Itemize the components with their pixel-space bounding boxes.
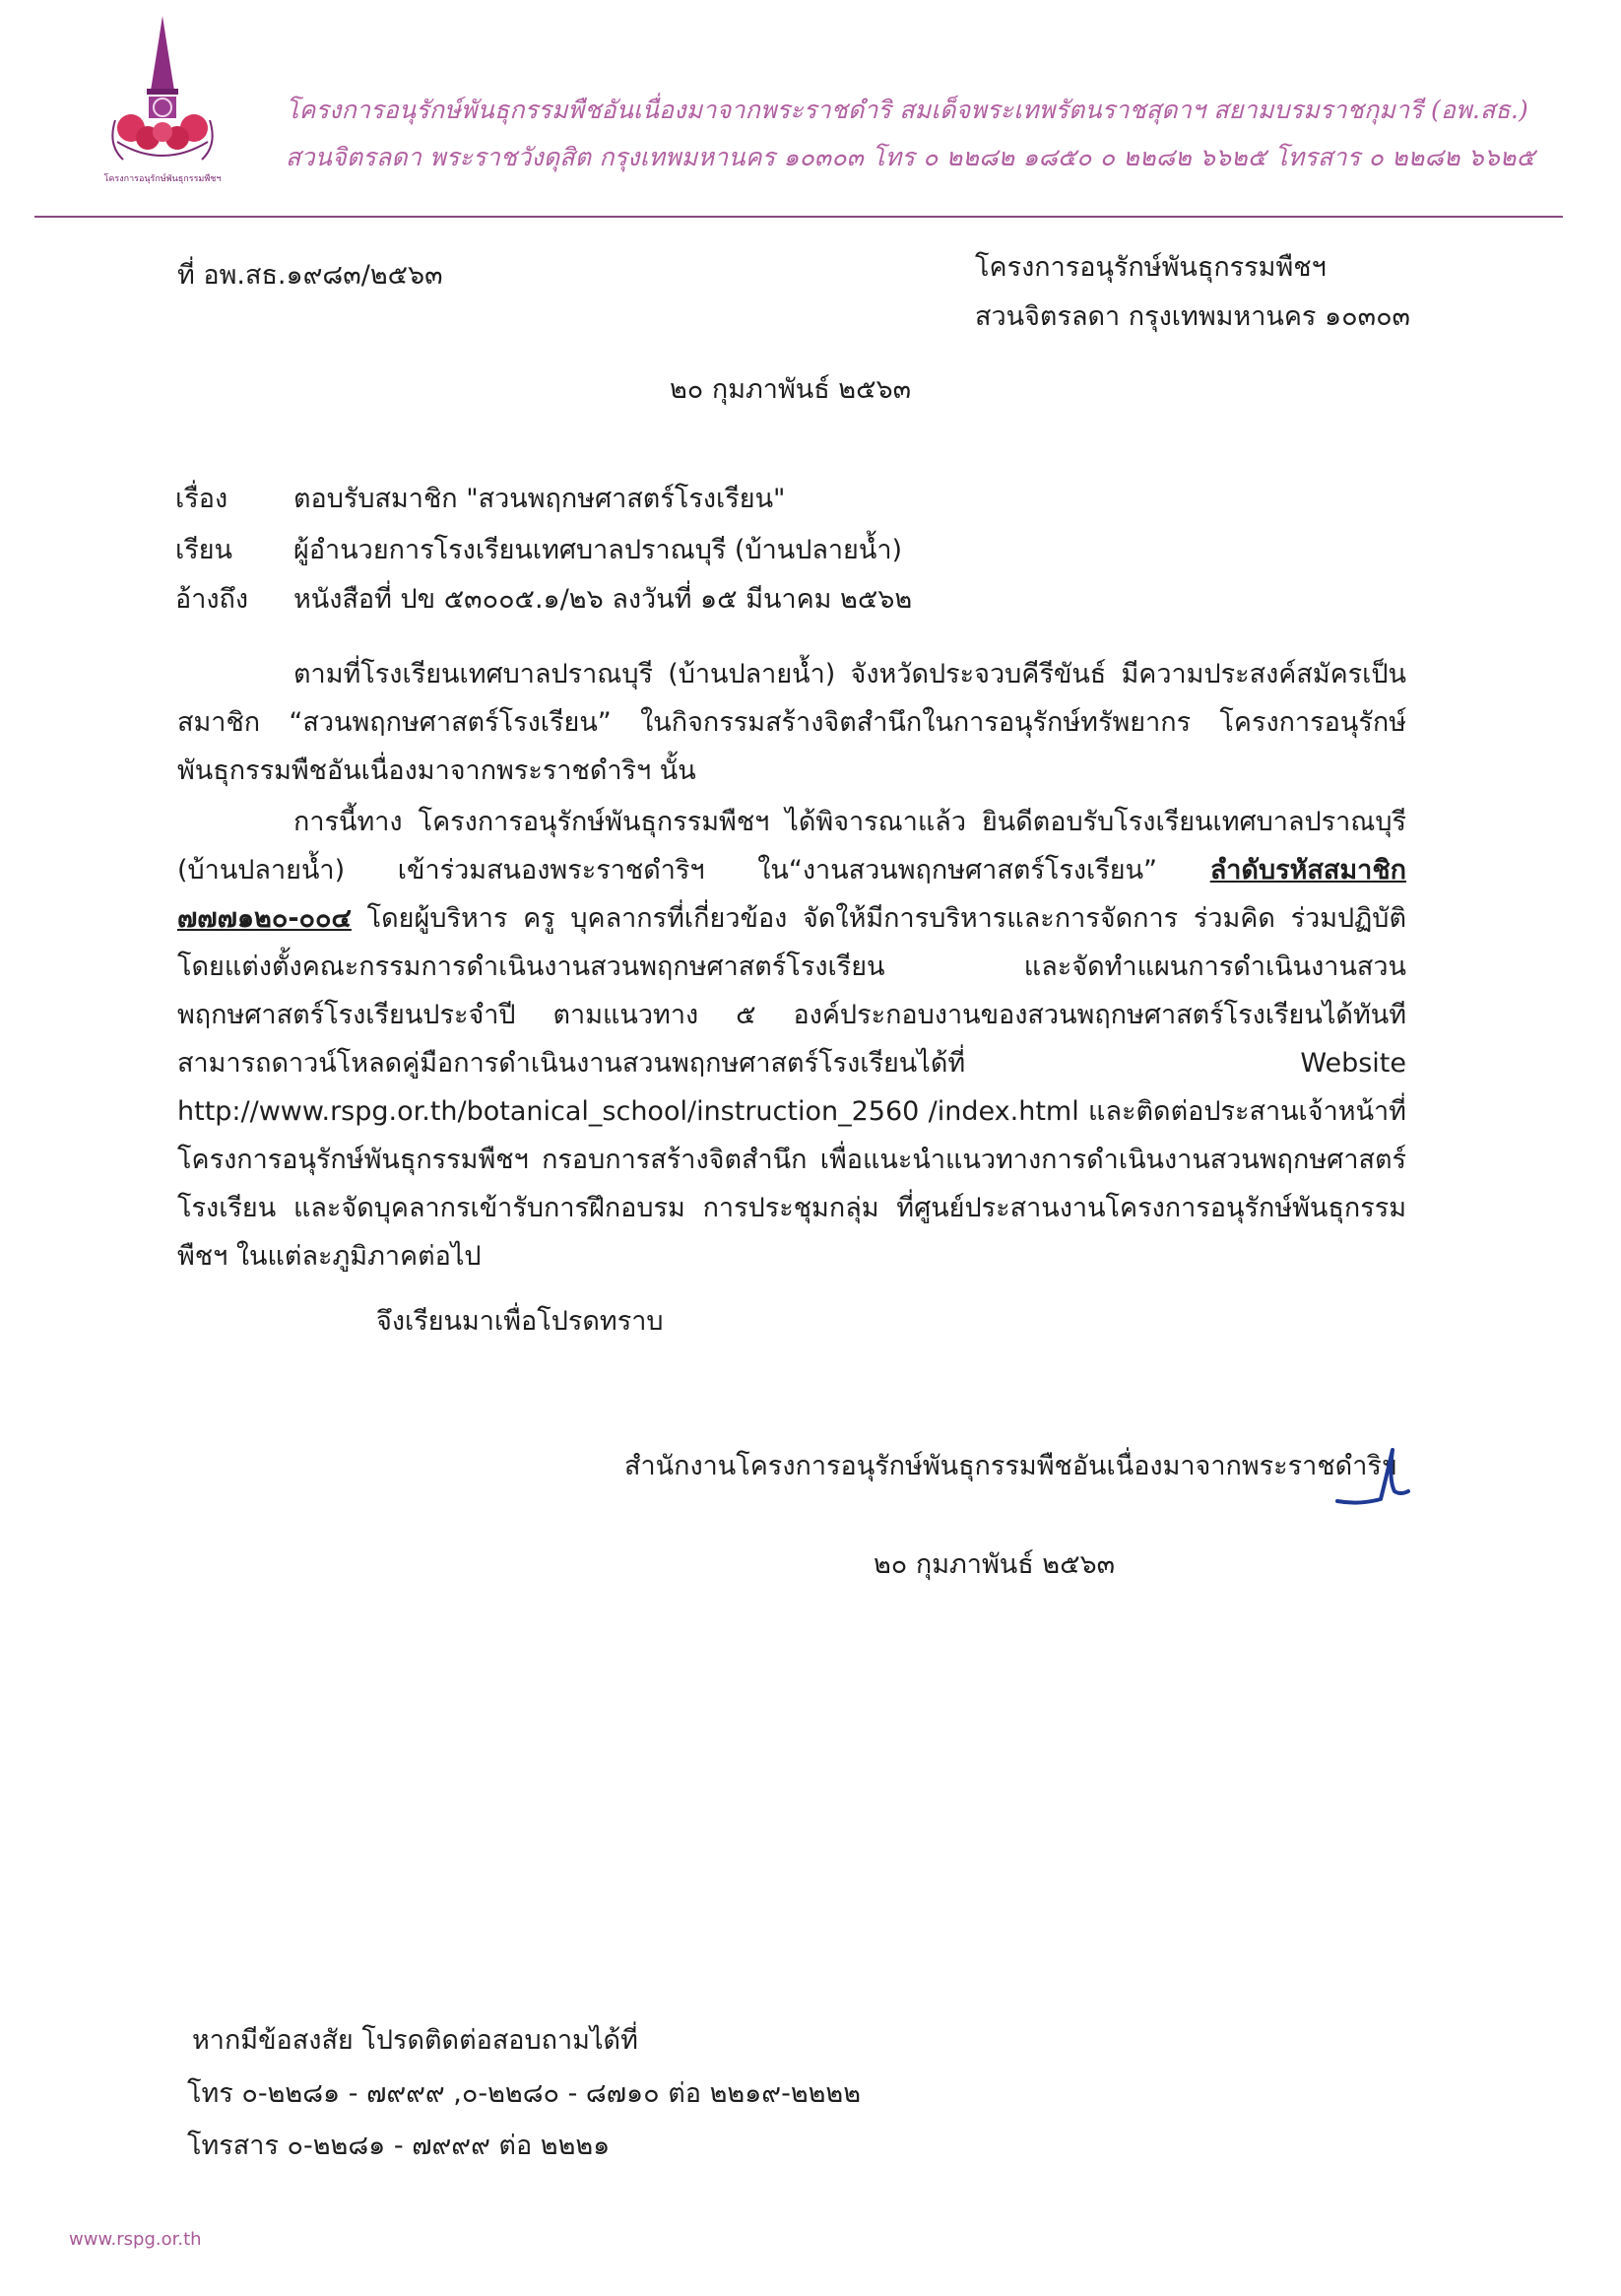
recipient-value: ผู้อำนวยการโรงเรียนเทศบาลปราณบุรี (บ้านปลายน้ำ) <box>293 535 903 565</box>
sender-organization: โครงการอนุรักษ์พันธุกรรมพืชฯ <box>975 252 1327 283</box>
body-paragraph-2: การนี้ทาง โครงการอนุรักษ์พันธุกรรมพืชฯ ได้พิจารณาแล้ว ยินดีตอบรับโรงเรียนเทศบาลปราณบุรี (บ้านปลายน้ำ) เข้าร่วมสนองพระราชดำริฯ ใน“งานสวนพฤกษศาสตร์โรงเรียน” ลำดับรหัสสมาชิก ๗๗๗๑๒๐-๐๐๔ โดยผู้บริหาร ครู บุคลากรที่เกี่ยวข้อง จัดให้มีการบริหารและการจัดการ ร่วมคิด ร่วมปฏิบัติ โดยแต่งตั้งคณะกรรมการดำเนินงานสวนพฤกษศาสตร์โรงเรียน และจัดทำแผนการดำเนินงานสวนพฤกษศาสตร์โรงเรียนประจำปี ตามแนวทาง ๕ องค์ประกอบงานของสวนพฤกษศาสตร์โรงเรียนได้ทันที สามารถดาวน์โหลดคู่มือการดำเนินงานสวนพฤกษศาสตร์โรงเรียนได้ที่ Website http://www.rspg.or.th/botanical_school/instruction_2560 /index.html และติดต่อประสานเจ้าหน้าที่ โครงการอนุรักษ์พันธุกรรมพืชฯ กรอบการสร้างจิตสำนึก เพื่อแนะนำแนวทางการดำเนินงานสวนพฤกษศาสตร์โรงเรียน และจัดบุคลากรเข้ารับการฝึกอบรม การประชุมกลุ่ม ที่ศูนย์ประสานงานโครงการอนุรักษ์พันธุกรรมพืชฯ ในแต่ละภูมิภาคต่อไป <box>177 807 1406 1272</box>
reference-value: หนังสือที่ ปข ๕๓๐๐๕.๑/๒๖ ลงวันที่ ๑๕ มีนาคม ๒๕๖๒ <box>293 584 913 615</box>
reference-label: อ้างถึง <box>175 584 249 615</box>
signer-office: สำนักงานโครงการอนุรักษ์พันธุกรรมพืชอันเนื่องมาจากพระราชดำริฯ <box>624 1451 1397 1481</box>
closing-phrase: จึงเรียนมาเพื่อโปรดทราบ <box>376 1306 664 1337</box>
recipient-label: เรียน <box>175 535 233 565</box>
reference-number: ที่ อพ.สธ.๑๙๘๓/๒๕๖๓ <box>177 260 443 291</box>
svg-text:โครงการอนุรักษ์พันธุกรรมพืชฯ: โครงการอนุรักษ์พันธุกรรมพืชฯ <box>103 174 222 184</box>
body-paragraph-1: ตามที่โรงเรียนเทศบาลปราณบุรี (บ้านปลายน้ำ) จังหวัดประจวบคีรีขันธ์ มีความประสงค์สมัครเป็นสมาชิก “สวนพฤกษศาสตร์โรงเรียน” ในกิจกรรมสร้างจิตสำนึกในการอนุรักษ์ทรัพยากร โครงการอนุรักษ์พันธุกรรมพืชอันเนื่องมาจากพระราชดำริฯ นั้น <box>177 659 1406 786</box>
letterhead-divider <box>34 216 1563 218</box>
royal-crown-lotus-emblem-icon <box>103 12 222 194</box>
contact-title: หากมีข้อสงสัย โปรดติดต่อสอบถามได้ที่ <box>192 2025 638 2056</box>
subject-value: ตอบรับสมาชิก "สวนพฤกษศาสตร์โรงเรียน" <box>293 484 786 514</box>
sign-date: ๒๐ กุมภาพันธ์ ๒๕๖๓ <box>874 1549 1116 1580</box>
website-link[interactable]: www.rspg.or.th <box>69 2229 202 2250</box>
subject-label: เรื่อง <box>175 484 228 514</box>
signature <box>1329 1436 1418 1515</box>
sender-address: สวนจิตรลดา กรุงเทพมหานคร ๑๐๓๐๓ <box>975 301 1411 332</box>
letterhead-line-2: สวนจิตรลดา พระราชวังดุสิต กรุงเทพมหานคร ๑๐๓๐๓ โทร ๐ ๒๒๘๒ ๑๘๕๐ ๐ ๒๒๘๒ ๖๖๒๕ โทรสาร ๐ ๒๒๘๒ ๖๖๒๕ <box>286 143 1535 171</box>
handwritten-signature-icon <box>1329 1436 1418 1515</box>
member-code: ลำดับรหัสสมาชิก ๗๗๗๑๒๐-๐๐๔ <box>177 855 1406 934</box>
letterhead-line-1: โครงการอนุรักษ์พันธุกรรมพืชอันเนื่องมาจากพระราชดำริ สมเด็จพระเทพรัตนราชสุดาฯ สยามบรมราชกุมารี (อพ.สธ.) <box>286 96 1528 124</box>
contact-phone: โทร ๐-๒๒๘๑ - ๗๙๙๙ ,๐-๒๒๘๐ - ๘๗๑๐ ต่อ ๒๒๑๙-๒๒๒๒ <box>187 2078 862 2109</box>
letter-date: ๒๐ กุมภาพันธ์ ๒๕๖๓ <box>670 374 912 405</box>
royal-emblem-logo <box>103 12 222 194</box>
contact-fax: โทรสาร ๐-๒๒๘๑ - ๗๙๙๙ ต่อ ๒๒๒๑ <box>187 2131 611 2161</box>
